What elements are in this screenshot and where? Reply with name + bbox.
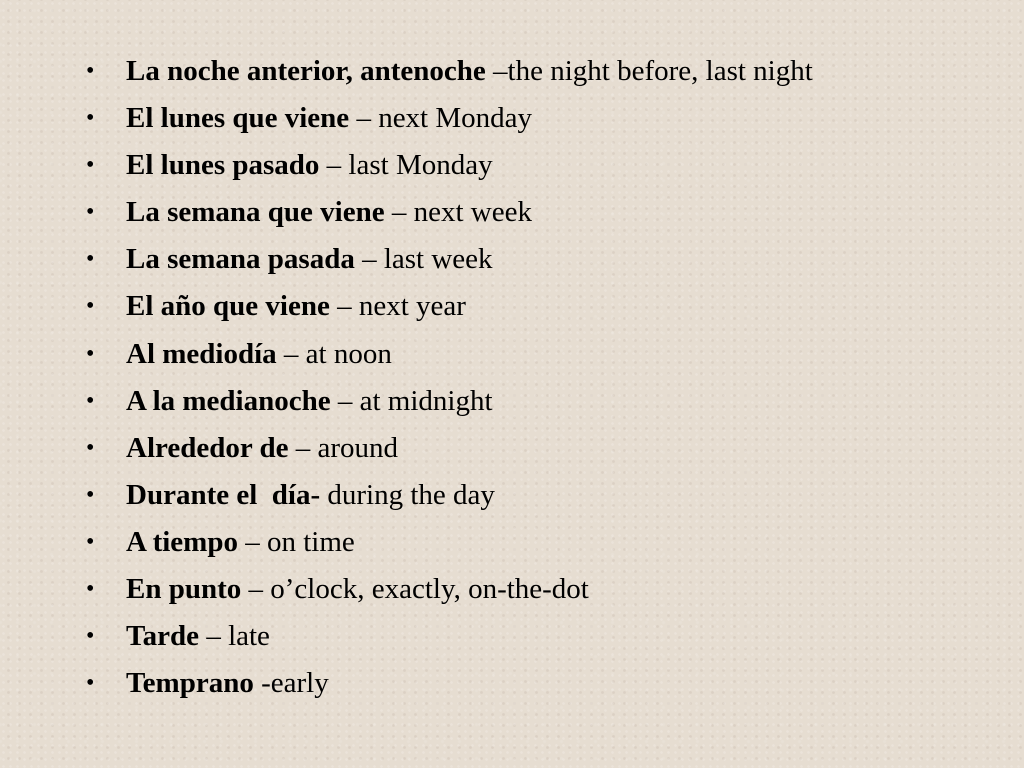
spanish-term: El lunes pasado	[126, 149, 320, 182]
bullet-icon: •	[86, 246, 95, 273]
english-meaning: on time	[266, 525, 355, 558]
spanish-term: A la medianoche	[126, 384, 331, 417]
separator: –	[354, 243, 384, 276]
vocabulary-list	[86, 49, 1006, 708]
list-item	[86, 473, 1006, 520]
separator: –	[329, 290, 359, 323]
bullet-icon: •	[86, 623, 95, 650]
spanish-term: El año que viene	[126, 290, 330, 323]
bullet-icon: •	[86, 199, 95, 226]
bullet-icon: •	[86, 58, 95, 84]
list-item	[86, 614, 1006, 661]
english-meaning: next year	[358, 290, 466, 323]
bullet-icon: •	[86, 152, 95, 179]
list-item	[86, 567, 1006, 614]
list-item	[86, 284, 1006, 331]
list-item	[86, 190, 1006, 237]
spanish-term: El lunes que viene	[126, 102, 350, 135]
list-item	[86, 49, 1006, 96]
english-meaning: -early	[261, 667, 329, 700]
english-meaning: next Monday	[378, 102, 533, 135]
spanish-term: La semana que viene	[126, 196, 385, 229]
english-meaning: the night before, last night	[507, 55, 813, 87]
separator: –	[384, 196, 414, 229]
list-item	[86, 96, 1006, 143]
separator: –	[349, 102, 379, 135]
spanish-term: La noche anterior, antenoche	[126, 55, 486, 87]
list-item	[86, 143, 1006, 190]
bullet-icon: •	[86, 105, 95, 132]
spanish-term: Tarde	[126, 620, 200, 653]
english-meaning: o’clock, exactly, on-the-dot	[270, 573, 589, 606]
list-item	[86, 332, 1006, 379]
english-meaning: last Monday	[348, 149, 493, 182]
bullet-icon: •	[86, 528, 95, 555]
spanish-term: La semana pasada	[126, 243, 355, 276]
spanish-term: Temprano	[126, 667, 254, 700]
list-item	[86, 426, 1006, 473]
list-item	[86, 661, 1006, 708]
list-item	[86, 520, 1006, 567]
separator: –	[485, 55, 508, 87]
separator: –	[241, 573, 271, 606]
bullet-icon: •	[86, 670, 95, 697]
bullet-icon: •	[86, 387, 95, 414]
english-meaning: next week	[413, 196, 532, 229]
english-meaning: during the day	[327, 478, 495, 511]
separator: –	[330, 384, 360, 417]
spanish-term: A tiempo	[126, 525, 238, 558]
separator: –	[199, 620, 229, 653]
spanish-term: Al mediodía	[126, 337, 277, 370]
list-item	[86, 237, 1006, 284]
bullet-icon: •	[86, 576, 95, 603]
bullet-icon: •	[86, 340, 95, 367]
spanish-term: Durante el día-	[126, 478, 321, 511]
english-meaning: last week	[383, 243, 493, 276]
separator: –	[237, 525, 267, 558]
english-meaning: late	[228, 620, 270, 653]
list-item	[86, 379, 1006, 426]
bullet-icon: •	[86, 293, 95, 320]
separator: –	[319, 149, 349, 182]
bullet-icon: •	[86, 481, 95, 508]
english-meaning: at midnight	[359, 384, 493, 417]
spanish-term: En punto	[126, 573, 242, 606]
bullet-icon: •	[86, 434, 95, 461]
english-meaning: around	[317, 431, 398, 464]
separator: –	[276, 337, 306, 370]
english-meaning: at noon	[305, 337, 392, 370]
spanish-term: Alrededor de	[126, 431, 289, 464]
separator	[254, 667, 261, 699]
separator: –	[288, 431, 318, 464]
